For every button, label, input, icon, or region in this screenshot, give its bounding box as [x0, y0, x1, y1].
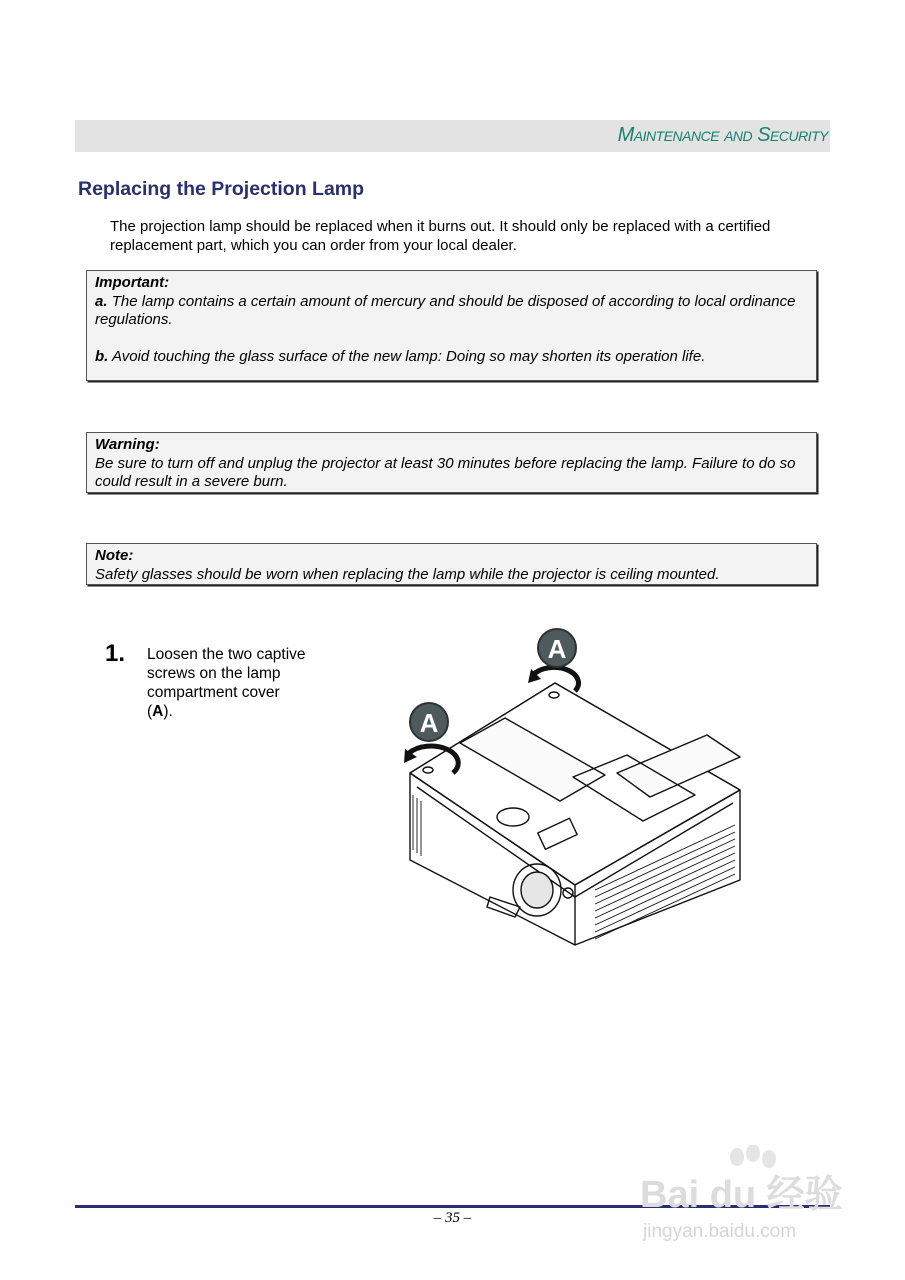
page-header-title: Maintenance and Security	[617, 124, 828, 146]
watermark-url: jingyan.baidu.com	[643, 1221, 797, 1242]
callout-a-left	[410, 703, 448, 741]
header-band	[75, 120, 830, 152]
step-number: 1.	[105, 640, 126, 667]
svg-text:A: A	[547, 634, 567, 664]
watermark-brand: Bai du 经验	[640, 1174, 843, 1216]
svg-text:A: A	[419, 708, 439, 738]
step-text: Loosen the two captive screws on the lamp compartment cover (A).	[147, 646, 306, 720]
baidu-watermark	[635, 1145, 855, 1255]
important-box	[86, 270, 817, 381]
note-text: Safety glasses should be worn when replacing the lamp while the projector is ceiling mounted.	[95, 565, 720, 583]
callout-a-top	[538, 629, 576, 667]
important-item-a: a. The lamp contains a certain amount of mercury and should be disposed of according to local ordinance regulations.	[95, 292, 796, 328]
warning-text: Be sure to turn off and unplug the projector at least 30 minutes before replacing the lamp. Failure to do so could result in a severe burn.	[95, 454, 796, 490]
note-label: Note:	[95, 547, 134, 564]
intro-paragraph: The projection lamp should be replaced when it burns out. It should only be replaced with a certified replacement part, which you can order from your local dealer.	[110, 218, 771, 254]
section-title: Replacing the Projection Lamp	[78, 178, 365, 200]
page-number: – 35 –	[433, 1210, 472, 1226]
important-item-b: b. Avoid touching the glass surface of the new lamp: Doing so may shorten its operation life.	[95, 347, 706, 365]
warning-label: Warning:	[95, 436, 160, 453]
warning-box	[86, 432, 817, 493]
important-label: Important:	[95, 274, 170, 291]
projector-illustration	[395, 625, 755, 955]
note-box	[86, 543, 817, 585]
paw-icon	[730, 1145, 776, 1168]
